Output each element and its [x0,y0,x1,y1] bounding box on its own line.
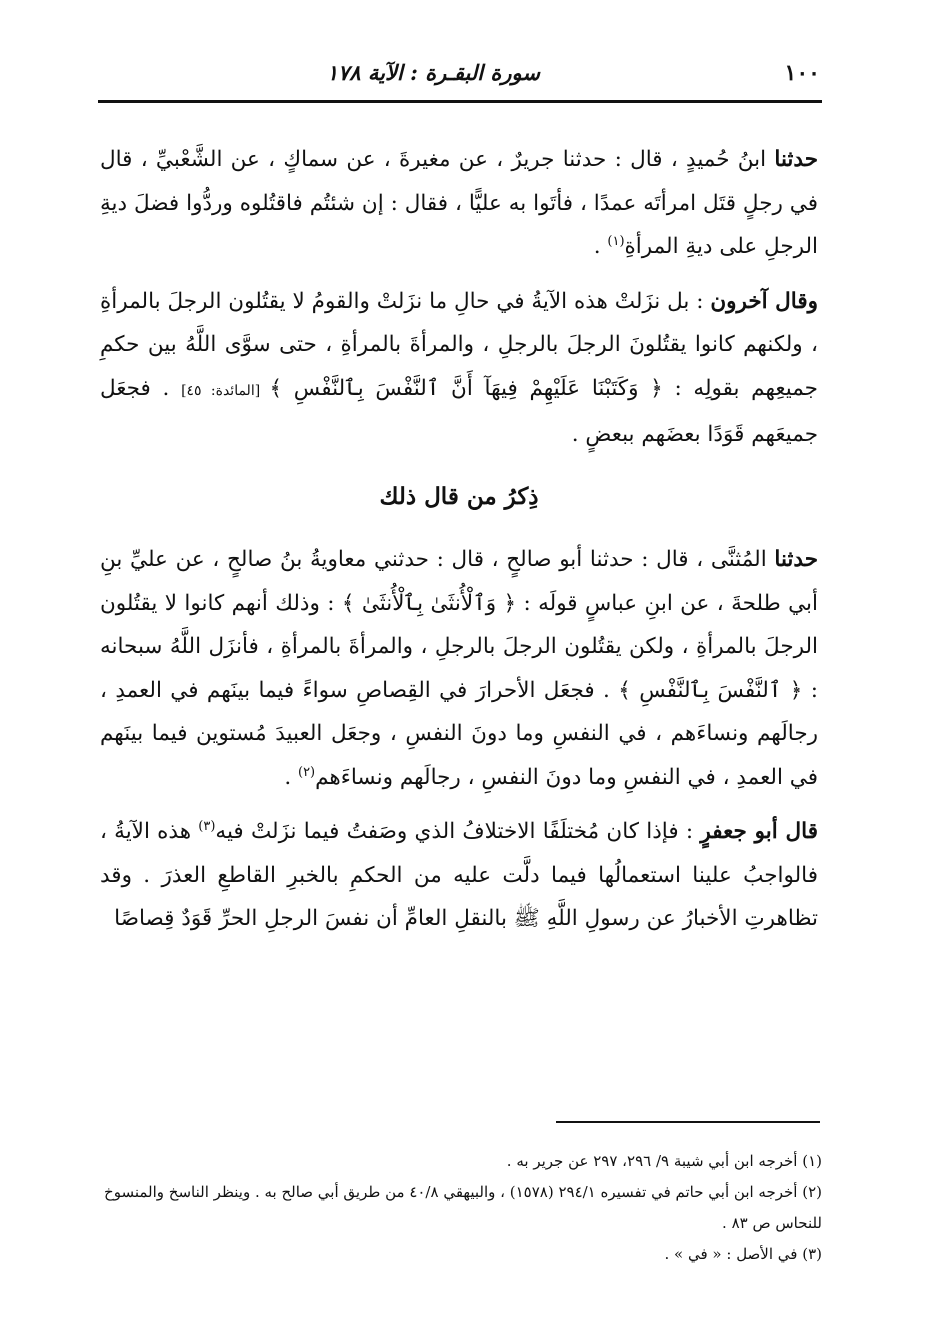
footnotes [100,1146,822,1270]
paragraph-lead: قال أبو جعفرٍ [700,819,819,844]
footnote-1: (١) أخرجه ابن أبي شيبة ٩/ ٢٩٦، ٢٩٧ عن جرير به . [506,1152,822,1170]
footnote-marker[interactable]: (٢) [297,764,316,780]
quran-quote: ﴿ وَكَتَبْنَا عَلَيْهِمْ فِيهَآ أَنَّ ٱلنَّفْسَ بِٱلنَّفْسِ ﴾ [269,375,663,401]
paragraph-2 [100,280,818,457]
footnote-3: (٣) في الأصل : « في » . [664,1245,822,1263]
quran-quote: ﴿ وَٱلْأُنثَىٰ بِٱلْأُنثَىٰ ﴾ [341,590,517,616]
surah-reference: [المائدة: ٤٥] [181,382,270,399]
paragraph-text: ابنُ حُميدٍ ، قال : حدثنا جريرٌ ، عن مغيرةَ ، عن سماكٍ ، عن الشَّعْبيِّ ، قال في رجلٍ قتَل امرأتَه عمدًا ، فأتَوا به عليًّا ، فقال : إن شئتُم فاقتُلوه وردُّوا فضلَ ديةِ الرجلِ على ديةِ المرأةِ [100,147,818,259]
paragraph-lead: حدثنا [774,147,818,172]
page-header [100,52,820,92]
paragraph-1 [100,138,818,269]
paragraph-lead: وقال آخرون [710,288,819,314]
paragraph-4 [100,810,818,941]
header-rule [98,100,822,103]
paragraph-lead: حدثنا [774,547,818,572]
paragraph-text: . فجعَل الأحرارَ في القِصاصِ سواءً فيما بينَهم في العمدِ ، رجالَهم ونساءَهم ، في النفسِ وما دونَ النفسِ ، وجعَل العبيدَ مُستوين فيما بينَهم في العمدِ ، في النفسِ وما دونَ النفسِ ، رجالَهم ونساءَهم [100,677,818,790]
running-title: سورة البقـرة : الآية ١٧٨ [326,60,540,85]
quran-quote: ﴿ ٱلنَّفْسَ بِٱلنَّفْسِ ﴾ [618,677,803,703]
paragraph-text: هذه الآيةُ ، فالواجبُ علينا استعمالُها فيما دلَّت عليه من الحكمِ بالخبرِ القاطعِ العذرَ . وقد تظاهرتِ الأخبارُ عن رسولِ اللَّهِ ﷺ بالنقلِ العامِّ أن نفسَ الرجلِ الحرِّ قَوَدٌ قِصاصًا [100,819,818,931]
paragraph-text: : بل نزَلتْ هذه الآيةُ في حالِ ما نزَلتْ والقومُ لا يقتُلون الرجلَ بالمرأةِ ، ولكنهم كانوا يقتُلونَ الرجلَ بالرجلِ ، والمرأةَ بالمرأةِ ، حتى سوَّى اللَّهُ بين حكمِ جميعِهم بقولِه : [100,288,818,401]
footnote-2: (٢) أخرجه ابن أبي حاتم في تفسيره ٢٩٤/١ (١٥٧٨) ، والبيهقي ٤٠/٨ من طريق أبي صالح به . وينظر الناسخ والمنسوخ للنحاس ص ٨٣ . [104,1183,822,1232]
paragraph-text: : وذلك أنهم كانوا لا يقتُلون الرجلَ بالمرأةِ ، ولكن يقتُلون الرجلَ بالرجلِ ، والمرأةَ بالمرأةِ ، فأنزَل اللَّهُ سبحانه : [100,590,819,703]
section-heading: ذِكرُ من قال ذلك [379,482,539,510]
footnote-marker[interactable]: (٣) [198,818,216,834]
footnote-marker[interactable]: (١) [607,233,625,249]
paragraph-text: المُثنَّى ، قال : حدثنا أبو صالحٍ ، قال : حدثني معاويةُ بنُ صالحٍ ، عن عليِّ بنِ أبي طلحةَ ، عن ابنِ عباسٍ قولَه : [100,547,818,616]
paragraph-text: : فإذا كان مُختلَفًا الاختلافُ الذي وصَفتُ فيما نزَلتْ فيه [215,819,701,844]
footnote-rule [556,1121,820,1123]
page-number: ١٠٠ [784,60,820,86]
main-text [100,138,818,952]
paragraph-tail: . [284,764,298,790]
paragraph-tail: . فجعَل جميعَهم قَوَدًا بعضَهم ببعضٍ . [100,375,818,447]
paragraph-tail: . [593,234,608,259]
paragraph-3 [100,538,818,799]
